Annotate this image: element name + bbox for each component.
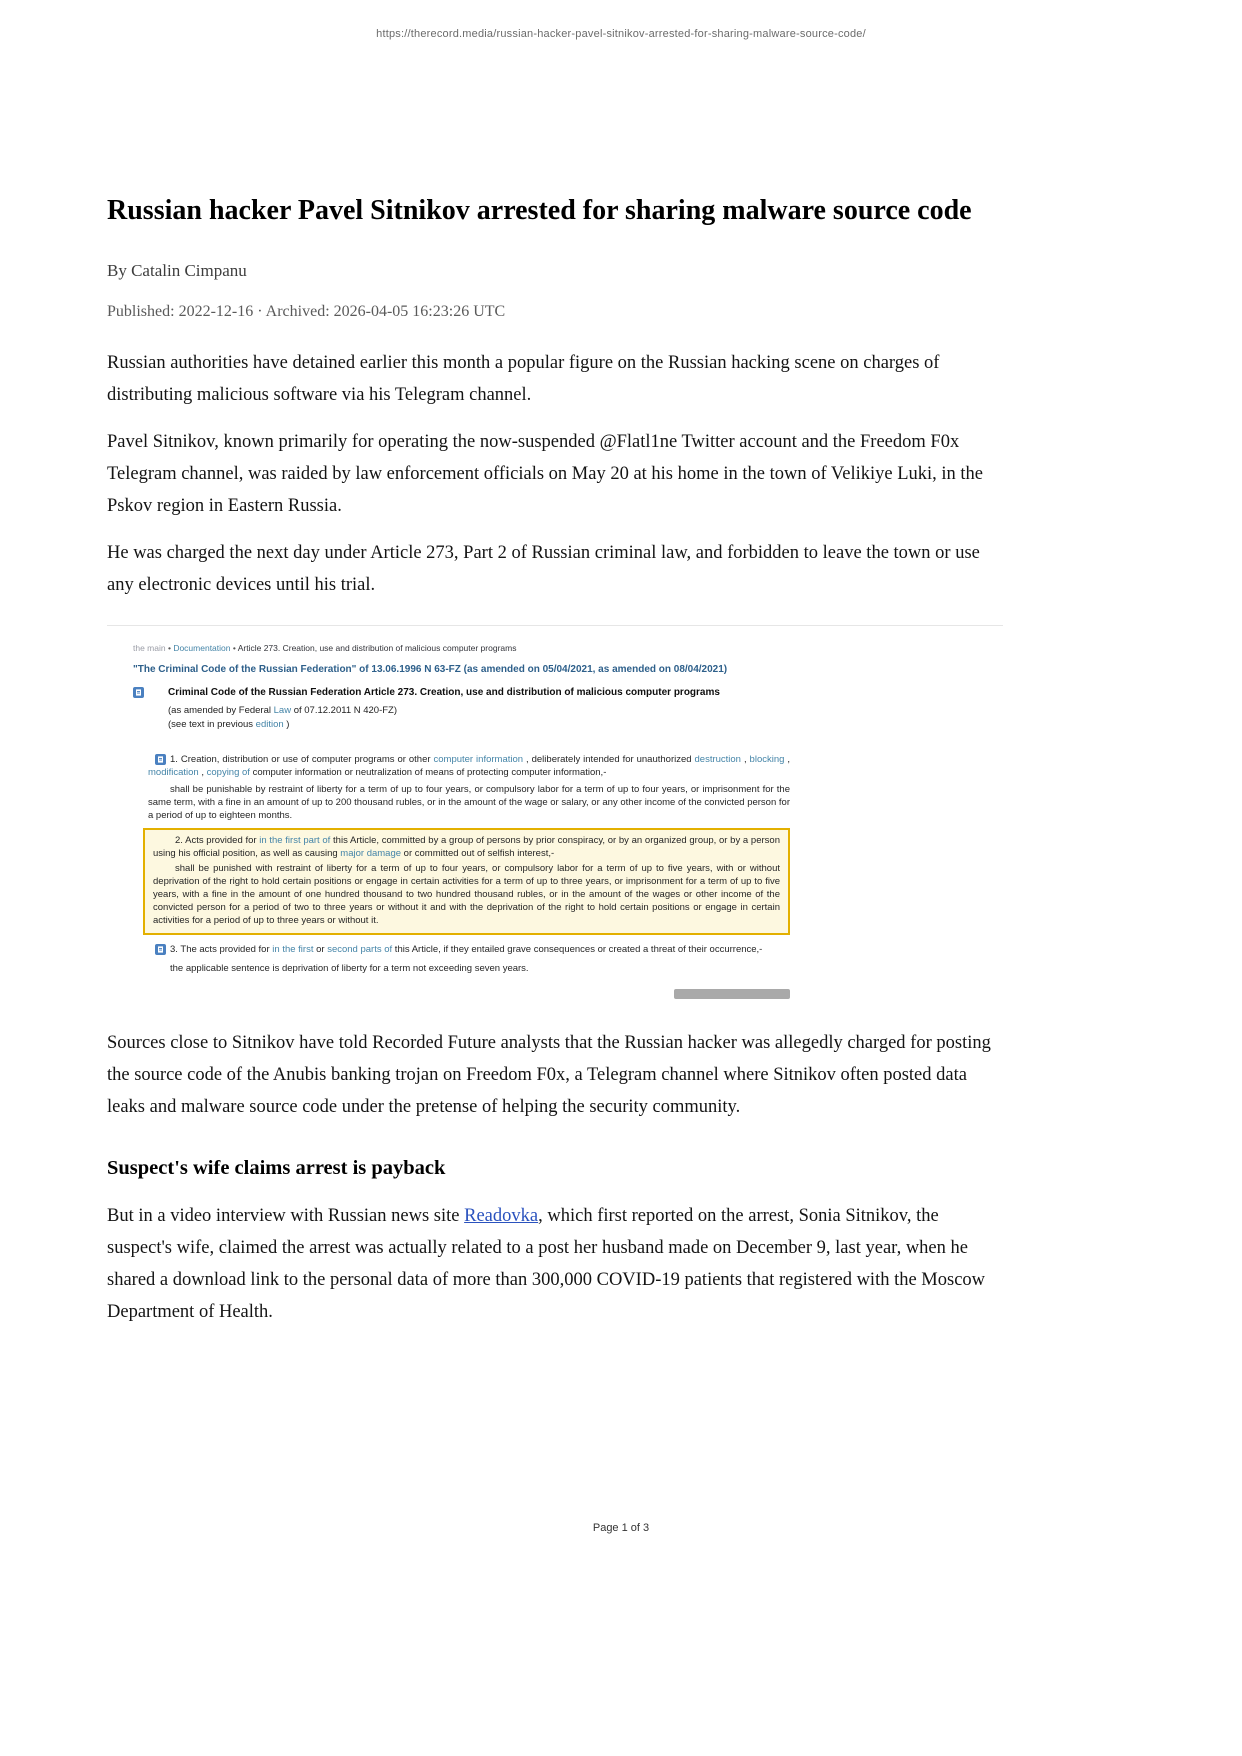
inline-link: in the first part of	[259, 835, 331, 846]
inline-link: computer information	[433, 754, 524, 765]
text-segment: computer information or neutralization of means of protecting computer information,-	[249, 767, 607, 778]
text-segment: (as amended by Federal	[168, 705, 274, 716]
inline-link: second parts of	[327, 944, 393, 955]
part-1-paragraph	[148, 753, 790, 779]
inline-link: blocking	[749, 754, 785, 765]
part-3-sanction: the applicable sentence is deprivation of liberty for a term not exceeding seven years.	[170, 963, 529, 974]
text-segment: of 07.12.2011 N 420-FZ)	[291, 705, 398, 716]
text-segment: this Article, committed by a group of persons by prior conspiracy, or by an organized group, or by a person using his official position, as well as causing	[153, 835, 780, 859]
text-segment: 1. Creation, distribution or use of computer programs or other	[170, 754, 434, 765]
text-segment: ,	[198, 767, 207, 778]
inline-link: edition	[255, 719, 284, 730]
highlighted-part-2-box	[143, 828, 790, 935]
document-icon	[133, 944, 144, 955]
part-3-paragraph	[148, 943, 790, 956]
page-title: Russian hacker Pavel Sitnikov arrested for sharing malware source code	[107, 195, 972, 226]
inline-link: •	[165, 643, 174, 653]
text-segment: 2. Acts provided for	[175, 835, 260, 846]
readovka-link[interactable]: Readovka	[464, 1206, 539, 1226]
part-2-sanction: shall be punished with restraint of liberty for a term of up to four years, or compulsory labor for a term of up to five years, with or without deprivation of the right to hold certain positions or engage in certain activities for a term of up to three years, or imprisonment for a term of up to five years, with a fine in the amount of one hundred thousand to two hundred thousand rubles, or in the amount of the wages or other income of the convicted person for a period of two to three years or without it and with the deprivation of the right to hold certain positions or engage in certain activities for a period of up to three years or without it.	[153, 863, 780, 926]
text-segment: this Article, if they entailed grave consequences or created a threat of their occurrence,-	[392, 944, 763, 955]
inline-link: modification	[148, 767, 199, 778]
inline-link: major damage	[340, 848, 402, 859]
legal-screenshot-body	[133, 642, 790, 999]
page-footer: Page 1 of 3	[592, 1522, 650, 1534]
embedded-legal-screenshot	[107, 625, 1003, 999]
criminal-code-title: "The Criminal Code of the Russian Federation" of 13.06.1996 N 63-FZ (as amended on 05/04/2021, as amended on 08/04/2021)	[133, 664, 728, 675]
part-2-paragraph	[153, 834, 780, 860]
article-paragraph-2: Pavel Sitnikov, known primarily for operating the now-suspended @Flatl1ne Twitter account and the Freedom F0x Telegram channel, was raided by law enforcement officials on May 20 at his home in the town of Velikiye Luki, in the Pskov region in Eastern Russia.	[107, 432, 984, 516]
article-273-heading-block	[168, 686, 790, 731]
text-segment: 3. The acts provided for	[170, 944, 273, 955]
inline-link: Law	[273, 705, 292, 716]
part-1-sanction: shall be punishable by restraint of liberty for a term of up to four years, or compulsory labor for a term of up to four years, or imprisonment for the same term, with a fine in an amount of up to 200 thousand rubles, or in the amount of the wage or salary, or any other income of the convicted person for a period of up to eighteen months.	[148, 784, 790, 821]
article-273-heading: Criminal Code of the Russian Federation Article 273. Creation, use and distribution of malicious computer programs	[168, 687, 720, 698]
inline-link: •	[230, 643, 238, 653]
article-page	[107, 0, 1003, 1328]
published-archived-meta: Published: 2022-12-16 · Archived: 2026-04-05 16:23:26 UTC	[107, 303, 506, 320]
embed-gray-bar	[674, 989, 790, 999]
text-segment: ,	[740, 754, 750, 765]
inline-link: copying of	[206, 767, 250, 778]
article-paragraph-3: He was charged the next day under Article 273, Part 2 of Russian criminal law, and forbidden to leave the town or use any electronic devices until his trial.	[107, 543, 980, 595]
archive-url-header: https://therecord.media/russian-hacker-pavel-sitnikov-arrested-for-sharing-malware-source-code/	[376, 28, 866, 40]
article-paragraph-1: Russian authorities have detained earlier this month a popular figure on the Russian hacking scene on charges of distributing malicious software via his Telegram channel.	[107, 353, 940, 405]
inline-link: in the first	[272, 944, 314, 955]
text-segment: , which first reported on the arrest, Sonia Sitnikov, the suspect's wife, claimed the arrest was actually related to a post her husband made on December 9, last year, when he shared a download link to the personal data of more than 300,000 COVID-19 patients that registered with the Moscow Department of Health.	[107, 1206, 986, 1322]
text-segment: or	[313, 944, 328, 955]
amendment-note	[168, 704, 790, 717]
article-paragraph-5	[107, 1200, 1003, 1328]
document-icon	[133, 754, 144, 765]
section-subheading: Suspect's wife claims arrest is payback	[107, 1157, 446, 1179]
text-segment: ,	[784, 754, 791, 765]
text-segment: , deliberately intended for unauthorized	[523, 754, 695, 765]
inline-link: destruction	[694, 754, 741, 765]
text-segment: or committed out of selfish interest,-	[401, 848, 555, 859]
breadcrumb-home: the main	[133, 643, 166, 653]
breadcrumb	[133, 642, 790, 655]
text-segment: But in a video interview with Russian news site	[107, 1206, 465, 1226]
previous-edition-note	[168, 718, 790, 731]
byline: By Catalin Cimpanu	[107, 261, 247, 280]
breadcrumb-current: Article 273. Creation, use and distribution of malicious computer programs	[237, 643, 517, 653]
text-segment: )	[283, 719, 290, 730]
document-icon	[133, 687, 144, 698]
text-segment: (see text in previous	[168, 719, 256, 730]
article-paragraph-4: Sources close to Sitnikov have told Recorded Future analysts that the Russian hacker was allegedly charged for posting the source code of the Anubis banking trojan on Freedom F0x, a Telegram channel where Sitnikov often posted data leaks and malware source code under the pretense of helping the security community.	[107, 1033, 991, 1117]
breadcrumb-documentation: Documentation	[173, 643, 231, 653]
